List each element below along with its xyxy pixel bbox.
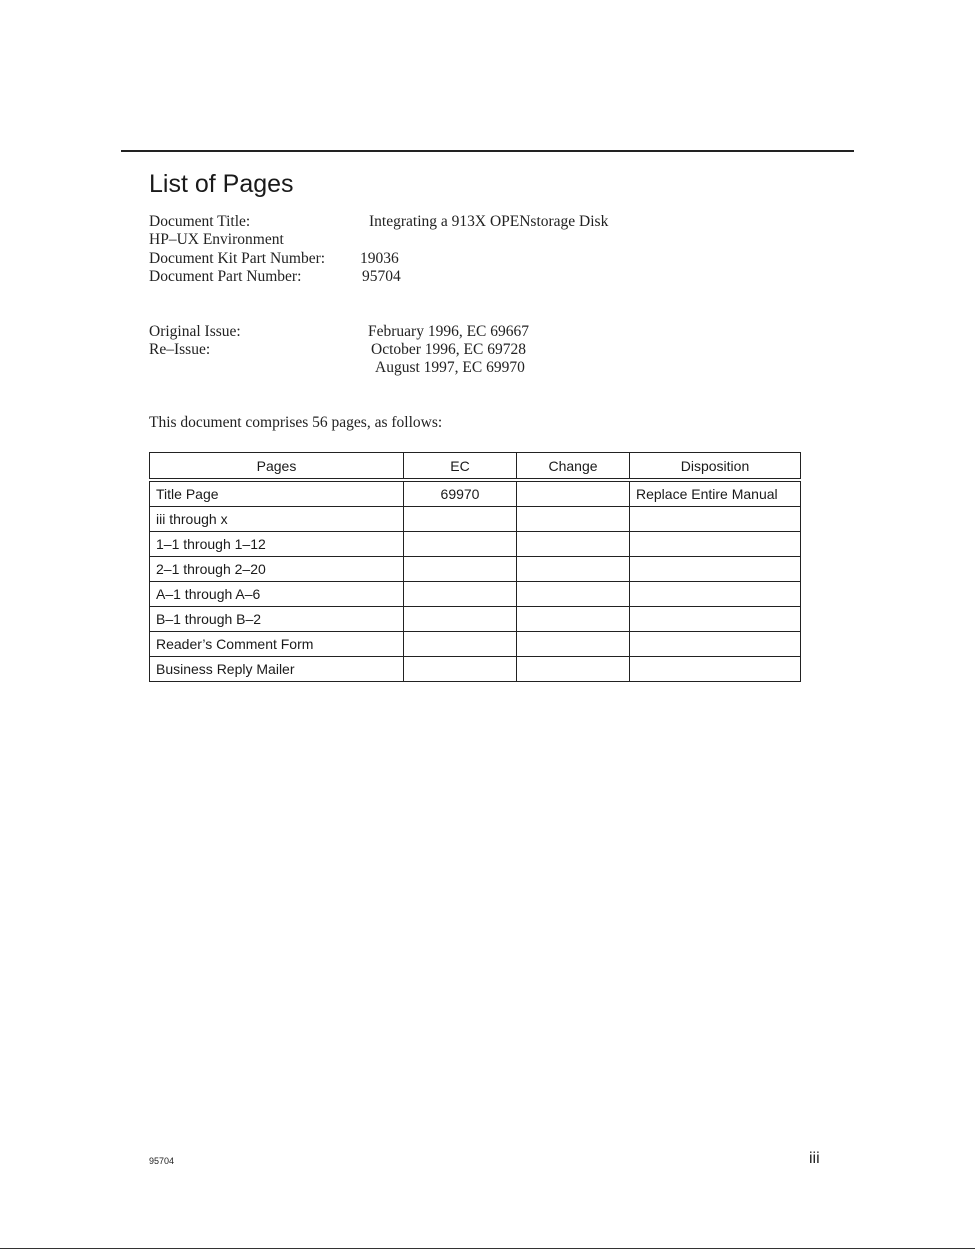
reissue-value-1: October 1996, EC 69728 <box>371 341 526 358</box>
header-ec: EC <box>404 453 517 481</box>
cell-pages: Title Page <box>150 480 404 507</box>
cell-disposition: Replace Entire Manual <box>630 480 801 507</box>
cell-change <box>517 657 630 682</box>
cell-ec: 69970 <box>404 480 517 507</box>
original-issue-label: Original Issue: <box>149 323 241 340</box>
cell-ec <box>404 607 517 632</box>
cell-pages: Business Reply Mailer <box>150 657 404 682</box>
cell-disposition <box>630 557 801 582</box>
cell-change <box>517 632 630 657</box>
cell-change <box>517 557 630 582</box>
pages-table <box>149 452 801 682</box>
reissue-value-2: August 1997, EC 69970 <box>375 359 525 376</box>
cell-disposition <box>630 657 801 682</box>
cell-change <box>517 582 630 607</box>
cell-change <box>517 532 630 557</box>
original-issue-value: February 1996, EC 69667 <box>368 323 530 340</box>
table-row <box>150 632 801 657</box>
cell-ec <box>404 532 517 557</box>
table-row <box>150 582 801 607</box>
cell-pages: Reader’s Comment Form <box>150 632 404 657</box>
cell-pages: 2–1 through 2–20 <box>150 557 404 582</box>
table-row <box>150 607 801 632</box>
cell-ec <box>404 507 517 532</box>
cell-disposition <box>630 532 801 557</box>
document-title-label: Document Title: <box>149 213 251 230</box>
footer-doc-number: 95704 <box>149 1156 175 1166</box>
intro-text: This document comprises 56 pages, as follows: <box>149 414 443 431</box>
document-part-number-label: Document Part Number: <box>149 268 302 285</box>
kit-part-number-value: 19036 <box>360 250 399 267</box>
cell-ec <box>404 657 517 682</box>
cell-disposition <box>630 582 801 607</box>
cell-pages: iii through x <box>150 507 404 532</box>
header-disposition: Disposition <box>630 453 801 481</box>
cell-ec <box>404 582 517 607</box>
cell-pages: 1–1 through 1–12 <box>150 532 404 557</box>
cell-disposition <box>630 632 801 657</box>
footer-page-number: iii <box>809 1150 820 1167</box>
page-title: List of Pages <box>149 170 294 198</box>
document-title-value: Integrating a 913X OPENstorage Disk <box>369 213 609 230</box>
kit-part-number-label: Document Kit Part Number: <box>149 250 326 267</box>
header-pages: Pages <box>150 453 404 481</box>
cell-ec <box>404 557 517 582</box>
table-header-row <box>150 453 801 481</box>
cell-change <box>517 607 630 632</box>
reissue-label: Re–Issue: <box>149 341 211 358</box>
table-row <box>150 480 801 507</box>
top-rule <box>121 150 854 152</box>
document-title-continued: HP–UX Environment <box>149 231 284 248</box>
cell-ec <box>404 632 517 657</box>
bottom-rule <box>0 1248 975 1249</box>
cell-disposition <box>630 607 801 632</box>
table-row <box>150 507 801 532</box>
document-part-number-value: 95704 <box>362 268 401 285</box>
cell-disposition <box>630 507 801 532</box>
cell-pages: A–1 through A–6 <box>150 582 404 607</box>
cell-change <box>517 507 630 532</box>
table-row <box>150 532 801 557</box>
table-row <box>150 557 801 582</box>
cell-change <box>517 480 630 507</box>
header-change: Change <box>517 453 630 481</box>
table-row <box>150 657 801 682</box>
cell-pages: B–1 through B–2 <box>150 607 404 632</box>
